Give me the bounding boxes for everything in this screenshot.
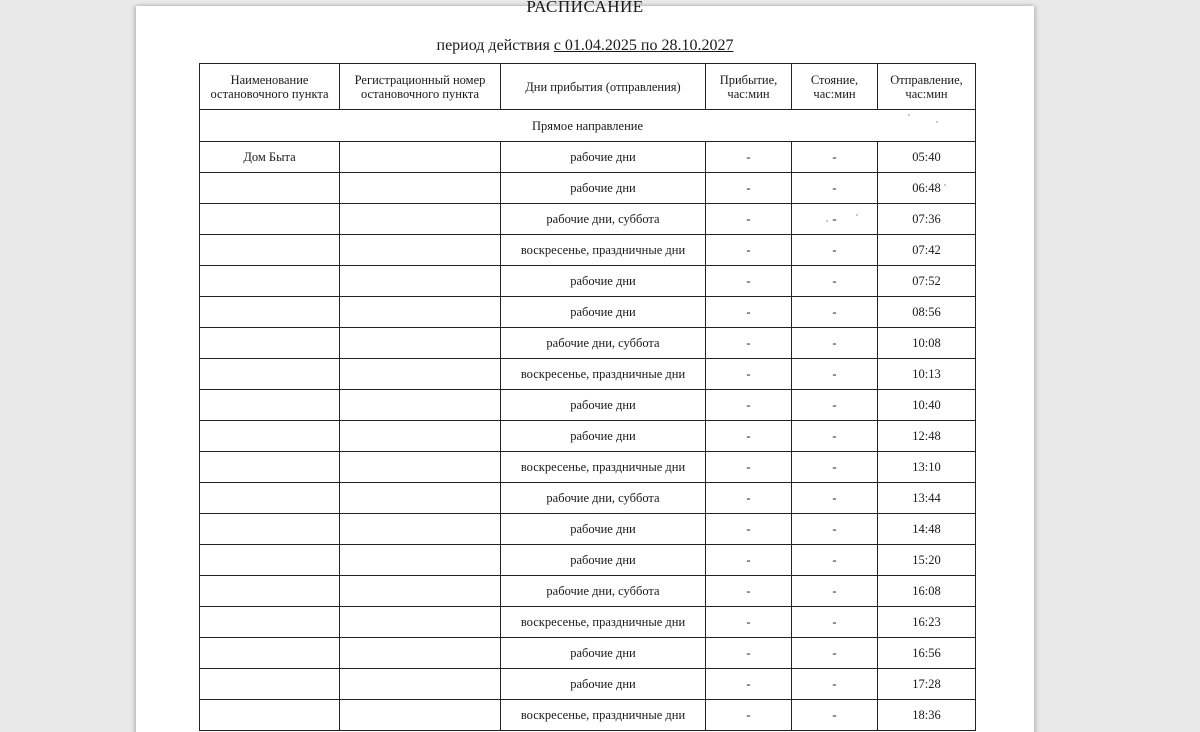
cell-departure: 13:10 <box>878 452 976 483</box>
cell-departure: 15:20 <box>878 545 976 576</box>
table-row <box>200 638 976 669</box>
header-registration-number: Регистрационный номер остановочного пункта <box>340 64 501 110</box>
table-row <box>200 235 976 266</box>
cell-stay: - <box>792 576 878 607</box>
cell-registration-number <box>340 173 501 204</box>
cell-stop-name <box>200 700 340 731</box>
table-row <box>200 669 976 700</box>
cell-arrival: - <box>706 514 792 545</box>
cell-stop-name <box>200 607 340 638</box>
cell-stop-name <box>200 421 340 452</box>
table-row <box>200 297 976 328</box>
section-row <box>200 110 976 142</box>
document-page <box>136 0 1034 732</box>
cell-departure: 17:28 <box>878 669 976 700</box>
cell-stay: - <box>792 669 878 700</box>
cell-stay: - <box>792 421 878 452</box>
section-title: Прямое направление <box>200 110 976 142</box>
period-prefix: период действия <box>436 37 550 54</box>
cell-registration-number <box>340 142 501 173</box>
cell-registration-number <box>340 638 501 669</box>
cell-registration-number <box>340 576 501 607</box>
cell-days: воскресенье, праздничные дни <box>501 452 706 483</box>
cell-stop-name <box>200 390 340 421</box>
cell-arrival: - <box>706 700 792 731</box>
cell-registration-number <box>340 421 501 452</box>
cell-stay: - <box>792 235 878 266</box>
cell-days: воскресенье, праздничные дни <box>501 607 706 638</box>
cell-arrival: - <box>706 235 792 266</box>
cell-stay: - <box>792 545 878 576</box>
cell-days: рабочие дни <box>501 390 706 421</box>
cell-registration-number <box>340 514 501 545</box>
cell-arrival: - <box>706 669 792 700</box>
cell-days: воскресенье, праздничные дни <box>501 359 706 390</box>
cell-departure: 07:42 <box>878 235 976 266</box>
header-row <box>200 64 976 110</box>
cell-departure: 18:36 <box>878 700 976 731</box>
cell-arrival: - <box>706 297 792 328</box>
scan-speck <box>936 121 938 123</box>
header-days: Дни прибытия (отправления) <box>501 64 706 110</box>
cell-days: рабочие дни <box>501 266 706 297</box>
scan-speck <box>826 220 828 222</box>
cell-departure: 12:48 <box>878 421 976 452</box>
cell-arrival: - <box>706 173 792 204</box>
cell-departure: 16:56 <box>878 638 976 669</box>
cell-departure: 06:48 <box>878 173 976 204</box>
cell-days: рабочие дни <box>501 173 706 204</box>
cell-days: воскресенье, праздничные дни <box>501 235 706 266</box>
table-row <box>200 700 976 731</box>
cell-days: рабочие дни <box>501 545 706 576</box>
table-row <box>200 514 976 545</box>
cell-arrival: - <box>706 204 792 235</box>
cell-stay: - <box>792 266 878 297</box>
table-row <box>200 576 976 607</box>
cell-stay: - <box>792 204 878 235</box>
table-row <box>200 142 976 173</box>
cell-stop-name <box>200 266 340 297</box>
cell-arrival: - <box>706 328 792 359</box>
cell-registration-number <box>340 669 501 700</box>
header-stay: Стояние, час:мин <box>792 64 878 110</box>
cell-days: воскресенье, праздничные дни <box>501 700 706 731</box>
cell-departure: 10:40 <box>878 390 976 421</box>
cell-days: рабочие дни, суббота <box>501 328 706 359</box>
cell-departure: 07:52 <box>878 266 976 297</box>
cell-departure: 10:13 <box>878 359 976 390</box>
cell-days: рабочие дни <box>501 421 706 452</box>
cell-arrival: - <box>706 607 792 638</box>
cell-stay: - <box>792 607 878 638</box>
scan-speck <box>944 184 946 186</box>
cell-stop-name <box>200 576 340 607</box>
cell-days: рабочие дни, суббота <box>501 576 706 607</box>
cell-registration-number <box>340 545 501 576</box>
table-row <box>200 266 976 297</box>
cell-stop-name: Дом Быта <box>200 142 340 173</box>
header-departure: Отправление, час:мин <box>878 64 976 110</box>
cell-arrival: - <box>706 638 792 669</box>
cell-arrival: - <box>706 576 792 607</box>
cell-stop-name <box>200 669 340 700</box>
cell-days: рабочие дни <box>501 142 706 173</box>
table-row <box>200 328 976 359</box>
table-row <box>200 173 976 204</box>
header-arrival: Прибытие, час:мин <box>706 64 792 110</box>
cell-stay: - <box>792 514 878 545</box>
cell-stay: - <box>792 638 878 669</box>
cell-departure: 10:08 <box>878 328 976 359</box>
cell-departure: 16:08 <box>878 576 976 607</box>
cell-registration-number <box>340 204 501 235</box>
cell-departure: 08:56 <box>878 297 976 328</box>
cell-days: рабочие дни, суббота <box>501 204 706 235</box>
cell-arrival: - <box>706 142 792 173</box>
cell-days: рабочие дни <box>501 297 706 328</box>
cell-stay: - <box>792 142 878 173</box>
table-row <box>200 545 976 576</box>
cell-registration-number <box>340 452 501 483</box>
cell-departure: 13:44 <box>878 483 976 514</box>
table-row <box>200 452 976 483</box>
cell-arrival: - <box>706 359 792 390</box>
cell-arrival: - <box>706 545 792 576</box>
header-stop-name: Наименование остановочного пункта <box>200 64 340 110</box>
cell-registration-number <box>340 390 501 421</box>
cell-stop-name <box>200 638 340 669</box>
cell-arrival: - <box>706 390 792 421</box>
cell-stop-name <box>200 545 340 576</box>
cell-departure: 05:40 <box>878 142 976 173</box>
cell-registration-number <box>340 297 501 328</box>
cell-days: рабочие дни <box>501 638 706 669</box>
cell-stay: - <box>792 297 878 328</box>
cell-stop-name <box>200 483 340 514</box>
table-row <box>200 390 976 421</box>
cell-registration-number <box>340 359 501 390</box>
cell-stop-name <box>200 514 340 545</box>
table-row <box>200 421 976 452</box>
cell-stay: - <box>792 359 878 390</box>
cell-registration-number <box>340 328 501 359</box>
table-row <box>200 483 976 514</box>
cell-stop-name <box>200 452 340 483</box>
cell-stop-name <box>200 297 340 328</box>
cell-days: рабочие дни <box>501 514 706 545</box>
cell-stop-name <box>200 173 340 204</box>
cell-registration-number <box>340 266 501 297</box>
cell-stay: - <box>792 483 878 514</box>
cell-stop-name <box>200 359 340 390</box>
validity-period <box>136 37 1034 55</box>
period-dates: с 01.04.2025 по 28.10.2027 <box>553 37 734 54</box>
cell-arrival: - <box>706 483 792 514</box>
cell-stay: - <box>792 328 878 359</box>
document-title: РАСПИСАНИЕ <box>526 0 644 16</box>
cell-registration-number <box>340 235 501 266</box>
cell-arrival: - <box>706 452 792 483</box>
cell-departure: 07:36 <box>878 204 976 235</box>
cell-departure: 14:48 <box>878 514 976 545</box>
cell-stop-name <box>200 328 340 359</box>
cell-registration-number <box>340 700 501 731</box>
cell-stay: - <box>792 390 878 421</box>
cell-stop-name <box>200 204 340 235</box>
cell-registration-number <box>340 607 501 638</box>
cell-stay: - <box>792 700 878 731</box>
cell-stop-name <box>200 235 340 266</box>
cell-arrival: - <box>706 421 792 452</box>
table-row <box>200 204 976 235</box>
scan-speck <box>856 214 858 216</box>
cell-arrival: - <box>706 266 792 297</box>
table-row <box>200 359 976 390</box>
cell-days: рабочие дни <box>501 669 706 700</box>
schedule-table <box>199 63 976 731</box>
cell-stay: - <box>792 452 878 483</box>
table-row <box>200 607 976 638</box>
cell-stay: - <box>792 173 878 204</box>
cell-departure: 16:23 <box>878 607 976 638</box>
cell-days: рабочие дни, суббота <box>501 483 706 514</box>
scan-speck <box>908 114 910 116</box>
cell-registration-number <box>340 483 501 514</box>
